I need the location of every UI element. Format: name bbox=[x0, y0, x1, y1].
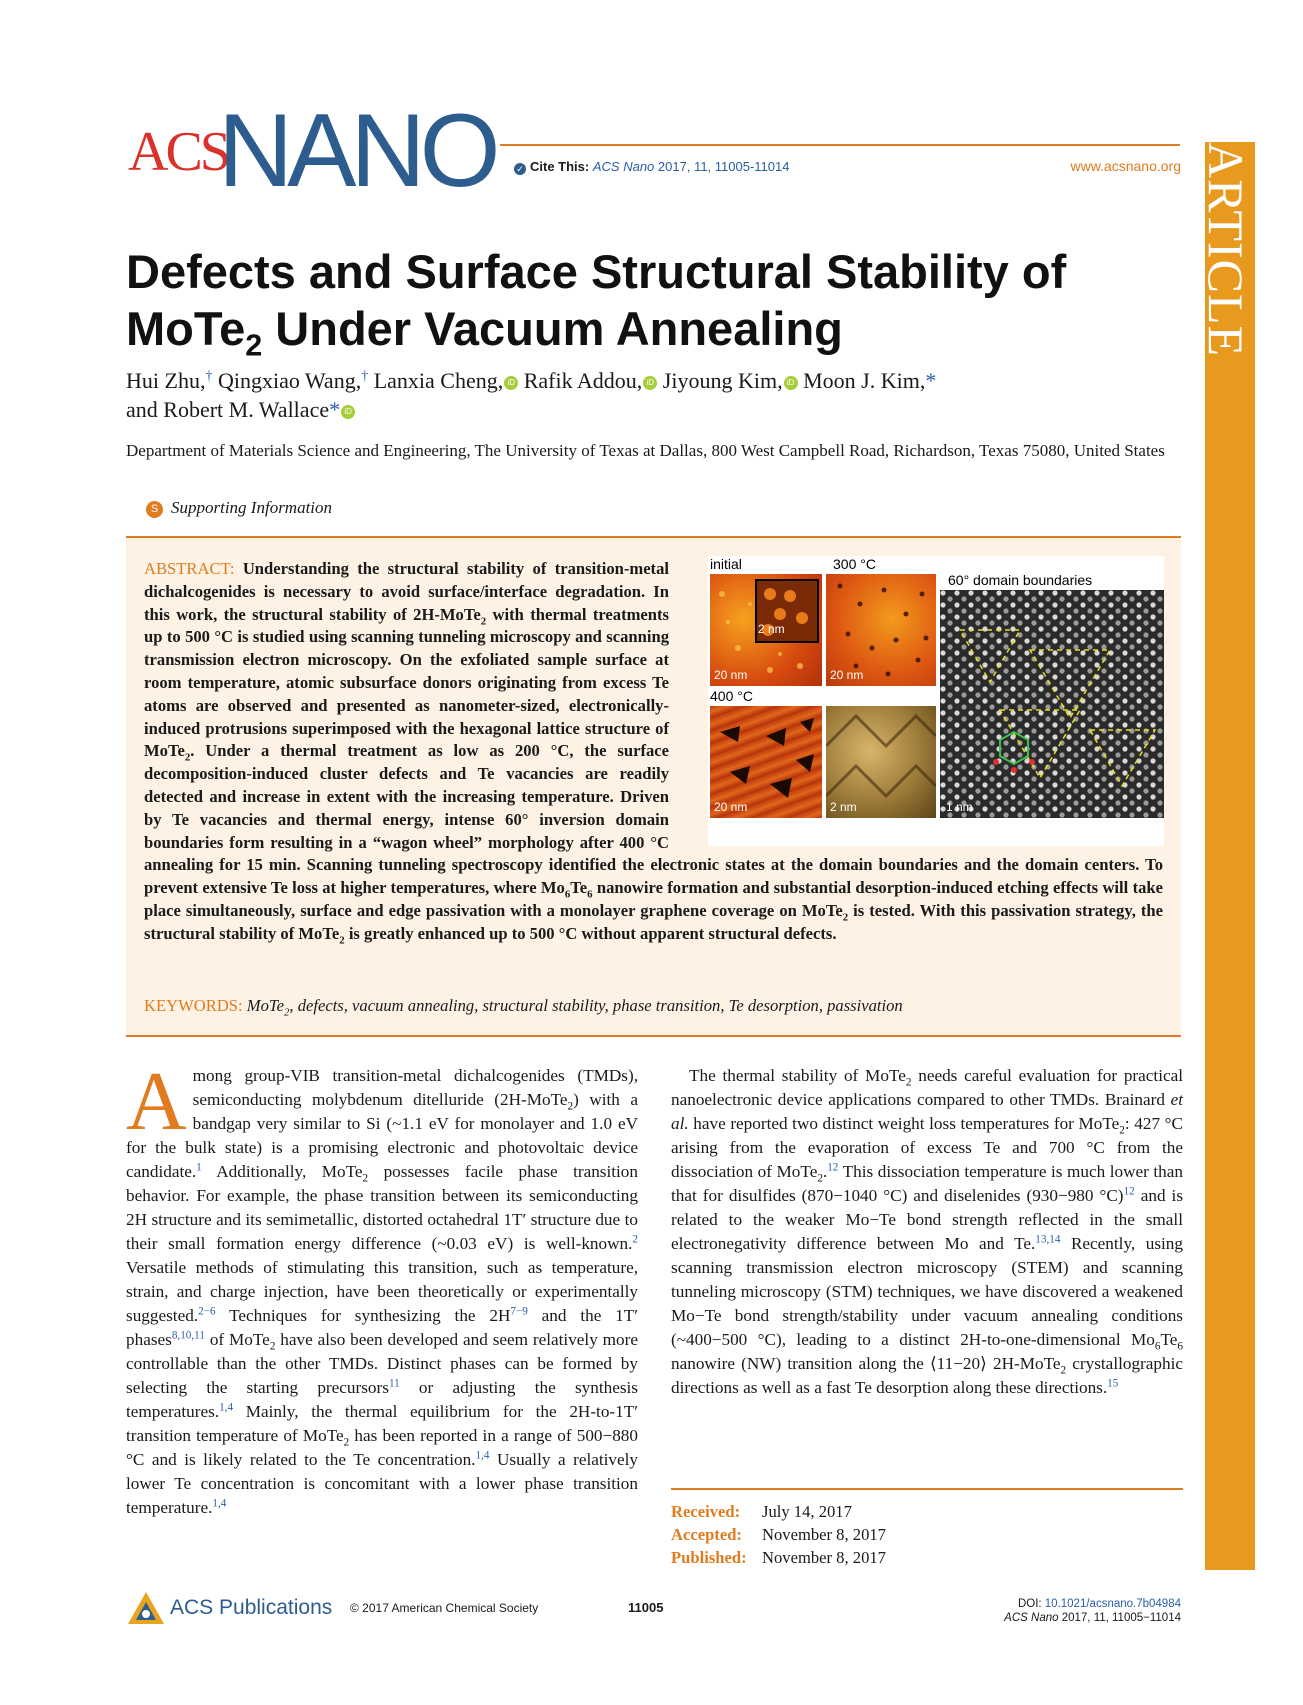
publisher-name[interactable]: ACS Publications bbox=[170, 1596, 333, 1619]
sub: 6 bbox=[564, 888, 571, 901]
stem-panel bbox=[940, 590, 1164, 818]
cite-ref[interactable]: 2017, 11, 11005-11014 bbox=[657, 159, 790, 174]
text: ) with a bandgap very similar to Si (~1.1 eV for monolayer and 1.0 eV for the bulk state) is a promising electronic and photovoltaic device candidate. bbox=[126, 1090, 638, 1181]
author-name[interactable]: Jiyoung Kim, bbox=[662, 368, 783, 393]
stm-panel-initial bbox=[710, 574, 822, 686]
journal-logo bbox=[128, 93, 508, 209]
text: of MoTe bbox=[204, 1330, 270, 1349]
abstract-part: nanowire formation and substantial desorption-induced etching effects will take place simultaneously, surface and edge passivation with a monolayer graphene coverage on MoTe bbox=[144, 878, 1163, 920]
stm-panel-400 bbox=[710, 706, 822, 818]
text: Usually a relatively lower Te concentration is concomitant with a lower phase transition temperature. bbox=[126, 1450, 639, 1517]
title-sub: 2 bbox=[245, 328, 263, 363]
reference-link[interactable]: 15 bbox=[1107, 1377, 1119, 1390]
keywords-label: KEYWORDS: bbox=[144, 996, 243, 1015]
article-dates bbox=[671, 1488, 1183, 1569]
text: and the 1T′ phases bbox=[126, 1306, 638, 1349]
reference-link[interactable]: 11 bbox=[388, 1377, 400, 1390]
sub: 6 bbox=[587, 888, 593, 901]
orcid-icon[interactable]: iD bbox=[504, 376, 518, 390]
reference-link[interactable]: 8,10,11 bbox=[171, 1329, 205, 1342]
stem-lattice bbox=[940, 590, 1164, 818]
author-name[interactable]: Qingxiao Wang, bbox=[217, 368, 362, 393]
cite-this[interactable] bbox=[514, 159, 789, 175]
text: This dissociation temperature is much lower than that for disulfides (870−1040 °C) and diselenides (930−980 °C) bbox=[671, 1162, 1183, 1205]
supporting-label[interactable]: Supporting Information bbox=[171, 498, 333, 517]
abstract-part: is greatly enhanced up to 500 °C without apparent structural defects. bbox=[344, 923, 837, 943]
text: Techniques for synthesizing the 2H bbox=[215, 1306, 511, 1325]
sub: 2 bbox=[1060, 1364, 1067, 1377]
date-value: November 8, 2017 bbox=[762, 1548, 886, 1567]
abstract-part: Understanding the structural stability of transition-metal dichalcogenides is necessary to avoid surface/interface degradation. In this work, the structural stability of 2H-MoTe bbox=[144, 559, 669, 624]
text: et al. bbox=[671, 1090, 1183, 1133]
cite-journal[interactable]: ACS Nano bbox=[592, 159, 655, 174]
sub: 2 bbox=[269, 1340, 276, 1353]
scale-bar-label: 20 nm bbox=[714, 668, 748, 682]
reference-link[interactable]: 1,4 bbox=[219, 1401, 234, 1414]
text: and is related to the weaker Mo−Te bond strength reflected in the small electronegativity difference between Mo and Te. bbox=[671, 1186, 1184, 1253]
abstract-part: Te bbox=[570, 878, 588, 898]
text: have reported two distinct weight loss temperatures for MoTe bbox=[688, 1114, 1120, 1133]
sub: 2 bbox=[343, 1436, 350, 1449]
supporting-icon: S bbox=[146, 501, 163, 518]
stm-panel-300 bbox=[826, 574, 936, 686]
keyword: , defects, vacuum annealing, structural stability, phase transition, Te desorption, passivation bbox=[289, 996, 903, 1015]
page-number: 11005 bbox=[628, 1600, 664, 1615]
text: The thermal stability of MoTe bbox=[689, 1066, 906, 1085]
label-400: 400 °C bbox=[710, 688, 753, 704]
reference-link[interactable]: 1,4 bbox=[475, 1449, 490, 1462]
author-name[interactable]: Hui Zhu, bbox=[126, 368, 206, 393]
date-label: Received: bbox=[671, 1502, 741, 1521]
author-name[interactable]: Lanxia Cheng, bbox=[373, 368, 504, 393]
toc-graphic bbox=[708, 556, 1164, 846]
footer-cite: 2017, 11, 11005−11014 bbox=[1061, 1612, 1181, 1624]
sub: 6 bbox=[1154, 1340, 1161, 1353]
acs-publications-icon bbox=[126, 1590, 166, 1630]
logo-acs: ACS bbox=[128, 121, 228, 183]
reference-link[interactable]: 13,14 bbox=[1035, 1233, 1061, 1246]
abstract-label: ABSTRACT: bbox=[144, 559, 235, 578]
scale-bar-label: 20 nm bbox=[714, 800, 748, 814]
title-line2: Under Vacuum Annealing bbox=[262, 302, 843, 355]
author-name[interactable]: Moon J. Kim, bbox=[803, 368, 926, 393]
footer-journal: ACS Nano bbox=[1004, 1612, 1059, 1624]
author-list bbox=[126, 362, 1186, 424]
date-accepted bbox=[671, 1523, 1183, 1546]
sub: 2 bbox=[362, 1172, 369, 1185]
author-name[interactable]: Rafik Addou, bbox=[523, 368, 643, 393]
article-title bbox=[126, 243, 1186, 363]
scale-bar-label: 1 nm bbox=[946, 800, 973, 814]
doi-link[interactable]: 10.1021/acsnano.7b04984 bbox=[1044, 1598, 1181, 1610]
reference-link[interactable]: 1,4 bbox=[212, 1497, 227, 1510]
text: possesses facile phase transition behavior. For example, the phase transition between its semiconducting 2H structure and its semimetallic, distorted octahedral 1T′ structure due to their small formation energy difference (~0.03 eV) is well-known. bbox=[126, 1162, 638, 1253]
label-60-boundaries: 60° domain boundaries bbox=[948, 572, 1093, 588]
sub: 6 bbox=[1177, 1340, 1183, 1353]
sub: 2 bbox=[842, 911, 849, 924]
sub: 2 bbox=[339, 934, 345, 947]
doi-label: DOI: bbox=[1017, 1598, 1042, 1610]
sub: 2 bbox=[567, 1100, 574, 1113]
date-label: Accepted: bbox=[671, 1525, 742, 1544]
website-link[interactable]: www.acsnano.org bbox=[1070, 158, 1181, 174]
sub: 2 bbox=[184, 751, 191, 764]
text: : 427 °C arising from the evaporation of excess Te and 700 °C from the dissociation of MoTe bbox=[671, 1114, 1183, 1181]
author-name[interactable]: and Robert M. Wallace bbox=[126, 397, 330, 422]
body-column-right bbox=[671, 1064, 1183, 1400]
title-line1: Defects and Surface Structural Stability of bbox=[126, 245, 1067, 298]
keywords bbox=[144, 996, 1163, 1019]
text: Versatile methods of stimulating this transition, such as temperature, strain, and charge injection, have been theoretically or experimentally suggested. bbox=[126, 1258, 638, 1325]
stm-panel-zoom bbox=[826, 706, 936, 818]
date-published bbox=[671, 1546, 1183, 1569]
reference-link[interactable]: 2 bbox=[632, 1233, 638, 1246]
abstract-part: . Under a thermal treatment as low as 200 °C, the surface decomposition-induced cluster defects and Te vacancies are readily detected and increase in extent with the increasing temperature. Driven by Te vacancies and thermal energy, intense 60° inversion domain boundaries form resulting in a “wagon wheel” morphology after 400 °C annealing for 15 min. Scanning tunneling spectroscopy identified the electronic states at the domain boundaries and the domain centers. To prevent extensive Te loss at higher temperatures, where Mo bbox=[144, 741, 1163, 898]
reference-link[interactable]: 1 bbox=[196, 1161, 202, 1174]
text: needs careful evaluation for practical nanoelectronic device applications compared to other TMDs. Brainard bbox=[671, 1066, 1183, 1109]
reference-link[interactable]: 12 bbox=[1123, 1185, 1135, 1198]
dagger-mark: † bbox=[361, 369, 369, 384]
cite-label: Cite This: bbox=[530, 159, 590, 174]
paragraph bbox=[126, 1055, 639, 1520]
reference-link[interactable]: 7−9 bbox=[510, 1305, 528, 1318]
text: mong group-VIB transition-metal dichalcogenides (TMDs), semiconducting molybdenum ditelluride (2H-MoTe bbox=[192, 1066, 638, 1109]
text: has been reported in a range of 500−880 °C and is likely related to the Te concentration. bbox=[126, 1426, 638, 1469]
affiliation: Department of Materials Science and Engineering, The University of Texas at Dallas, 800 West Campbell Road, Richardson, Texas 75080, United States bbox=[126, 441, 1165, 460]
title-mote: MoTe bbox=[126, 302, 246, 355]
date-label: Published: bbox=[671, 1548, 747, 1567]
sub: 2 bbox=[1119, 1124, 1125, 1137]
scale-bar-label: 2 nm bbox=[758, 622, 785, 636]
text: . bbox=[822, 1162, 828, 1181]
scale-bar-label: 2 nm bbox=[830, 800, 857, 814]
text: Mainly, the thermal equilibrium for the 2H-to-1T′ transition temperature of MoTe bbox=[126, 1402, 638, 1445]
supporting-information-link[interactable] bbox=[146, 498, 332, 518]
body-column-left bbox=[126, 1055, 639, 1520]
text: Te bbox=[1160, 1330, 1178, 1349]
orcid-icon[interactable]: iD bbox=[341, 405, 355, 419]
sub: 2 bbox=[284, 1006, 290, 1019]
orcid-icon[interactable]: iD bbox=[643, 376, 657, 390]
corresponding-mark: * bbox=[329, 397, 341, 422]
logo-nano: NANO bbox=[218, 93, 495, 209]
text: crystallographic directions as well as a fast Te desorption along these directions. bbox=[671, 1354, 1183, 1397]
sub: 2 bbox=[905, 1076, 912, 1089]
drop-cap: A bbox=[126, 1055, 187, 1148]
sub: 2 bbox=[817, 1172, 823, 1185]
text: nanowire (NW) transition along the ⟨11−20⟩ 2H-MoTe bbox=[671, 1354, 1061, 1373]
text: Recently, using scanning transmission electron microscopy (STEM) and scanning tunneling microscopy (STM) techniques, we have discovered a weakened Mo−Te bond strength/stability under vacuum annealing conditions (~400−500 °C), leading to a distinct 2H-to-one-dimensional Mo bbox=[671, 1234, 1183, 1349]
reference-link[interactable]: 2−6 bbox=[198, 1305, 216, 1318]
text: have also been developed and seem relatively more controllable than the other TMDs. Distinct phases can be formed by selecting the starting precursors bbox=[126, 1330, 638, 1397]
publisher-logo[interactable] bbox=[126, 1590, 333, 1630]
section-label-text: ARTICLE bbox=[1198, 142, 1254, 358]
doi-block bbox=[1004, 1597, 1181, 1625]
header-rule bbox=[500, 144, 1180, 146]
reference-link[interactable]: 12 bbox=[827, 1161, 839, 1174]
cite-icon: ✓ bbox=[514, 163, 526, 175]
date-value: November 8, 2017 bbox=[762, 1525, 886, 1544]
text: Additionally, MoTe bbox=[201, 1162, 363, 1181]
section-label bbox=[1198, 142, 1255, 402]
date-value: July 14, 2017 bbox=[762, 1502, 852, 1521]
orcid-icon[interactable]: iD bbox=[784, 376, 798, 390]
paragraph bbox=[671, 1064, 1183, 1400]
dagger-mark: † bbox=[205, 369, 213, 384]
corresponding-mark: * bbox=[925, 368, 937, 393]
scale-bar-label: 20 nm bbox=[830, 668, 864, 682]
abstract-part: is tested. With this passivation strategy, the structural stability of MoTe bbox=[144, 900, 1163, 943]
date-received bbox=[671, 1500, 1183, 1523]
sub: 2 bbox=[480, 614, 487, 627]
keyword: MoTe bbox=[246, 996, 284, 1015]
copyright: © 2017 American Chemical Society bbox=[350, 1601, 539, 1615]
text: or adjusting the synthesis temperatures. bbox=[126, 1378, 638, 1421]
label-300: 300 °C bbox=[833, 556, 876, 572]
abstract-part: with thermal treatments up to 500 °C is studied using scanning tunneling microscopy and scanning transmission electron microscopy. On the exfoliated sample surface at room temperature, atomic subsurface donors originating from excess Te atoms are observed and presented as nanometer-sized, electronically-induced protrusions superimposed with the hexagonal lattice structure of MoTe bbox=[144, 604, 669, 761]
label-initial: initial bbox=[710, 556, 742, 572]
